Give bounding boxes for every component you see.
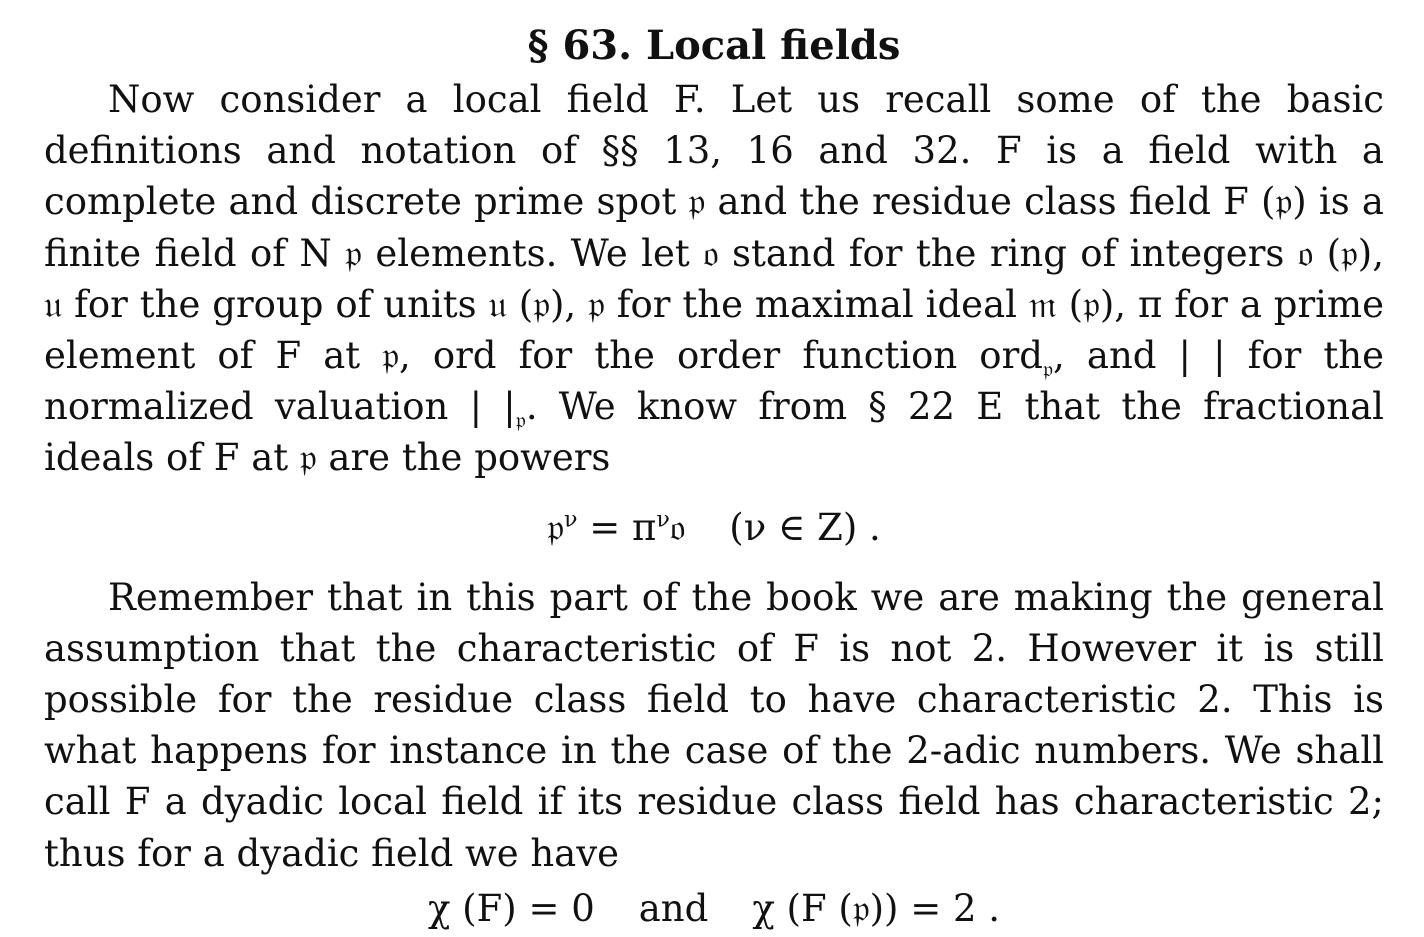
formula-condition: (ν ∈ Z) . xyxy=(729,505,881,549)
formula-char-right: χ (F (𝔭)) = 2 . xyxy=(752,886,1001,930)
formula-pi-exponent: ν xyxy=(656,506,670,533)
formula-lhs-exponent: ν xyxy=(563,506,578,533)
section-heading: § 63. Local fields xyxy=(527,22,901,69)
ord-subscript: 𝔭 xyxy=(1042,356,1054,383)
formula-fractional-ideals xyxy=(44,498,1384,558)
formula-lhs: 𝔭 xyxy=(547,505,564,549)
formula-equals-pi: = π xyxy=(577,505,657,549)
paragraph-definitions-text: Now consider a local field F. Let us recall some of the basic definitions and notation of §§ 13, 16 and 32. F is a field with a complete and discrete prime spot 𝔭 and the residue class field F (𝔭) is a finite field of N 𝔭 elements. We let 𝔬 stand for the ring of integers 𝔬 (𝔭), 𝔲 for the group of units 𝔲 (𝔭), 𝔭 for the maximal ideal 𝔪 (𝔭), π for a prime element of F at 𝔭, ord for the order function ord xyxy=(44,78,1384,378)
formula-ring: 𝔬 xyxy=(669,505,686,549)
formula-char-and: and xyxy=(638,886,709,930)
paragraph-definitions-text-2: , and | | for the normalized valuation | | xyxy=(44,334,1384,429)
paragraph-definitions xyxy=(44,74,1384,484)
valuation-subscript: 𝔭 xyxy=(515,407,526,434)
formula-characteristics xyxy=(44,881,1384,937)
paragraph-definitions-text-3: . We know from § 22 E that the fractional ideals of F at 𝔭 are the powers xyxy=(44,385,1385,480)
formula-char-left: χ (F) = 0 xyxy=(427,886,595,930)
page xyxy=(44,20,1384,937)
paragraph-dyadic: Remember that in this part of the book we are making the general assumption that the characteristic of F is not 2. However it is still possible for the residue class field to have characteristic 2. This is what happens for instance in the case of the 2-adic numbers. We shall call F a dyadic local field if its residue class field has characteristic 2; thus for a dyadic field we have xyxy=(44,575,1384,875)
